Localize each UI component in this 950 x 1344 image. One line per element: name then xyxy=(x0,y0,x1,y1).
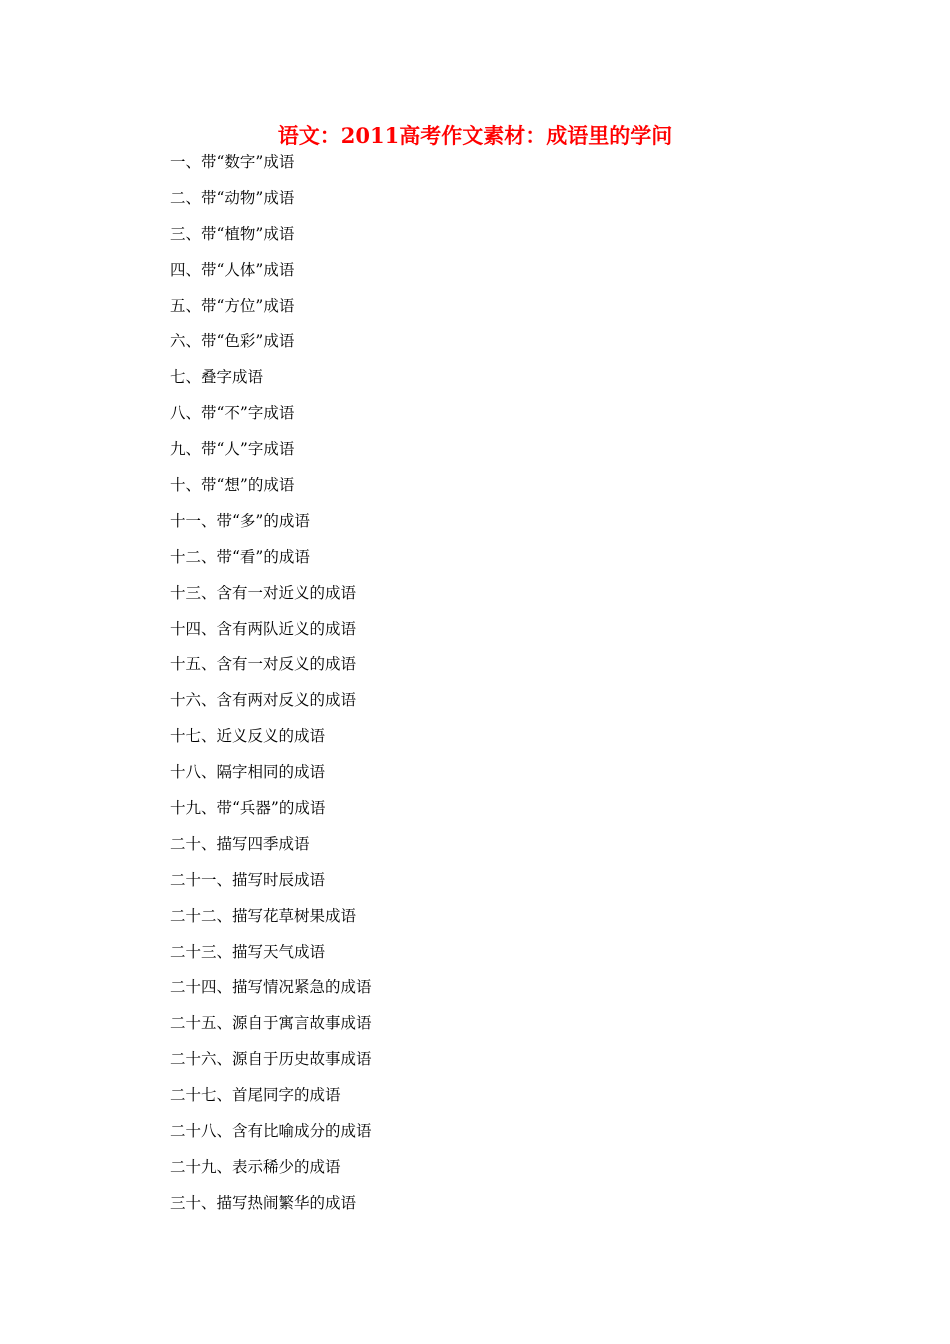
list-item: 三十、描写热闹繁华的成语 xyxy=(170,1193,357,1212)
list-item: 十四、含有两队近义的成语 xyxy=(170,619,357,638)
list-item: 六、带“色彩”成语 xyxy=(170,332,295,351)
list-item: 二十七、首尾同字的成语 xyxy=(170,1086,341,1105)
list-item: 二十、描写四季成语 xyxy=(170,834,310,853)
list-item: 十九、带“兵器”的成语 xyxy=(170,799,326,818)
document-title: 语文：2011高考作文素材：成语里的学问 xyxy=(277,123,673,148)
list-item: 九、带“人”字成语 xyxy=(170,440,295,459)
list-item: 十五、含有一对反义的成语 xyxy=(170,655,357,674)
list-item: 二十六、源自于历史故事成语 xyxy=(170,1050,372,1069)
category-list xyxy=(170,148,870,1225)
list-item: 二十八、含有比喻成分的成语 xyxy=(170,1122,372,1141)
list-item: 十一、带“多”的成语 xyxy=(170,511,310,530)
list-item: 十八、隔字相同的成语 xyxy=(170,763,326,782)
list-item: 二十四、描写情况紧急的成语 xyxy=(170,978,372,997)
list-item: 二十一、描写时辰成语 xyxy=(170,870,326,889)
list-item: 一、带“数字”成语 xyxy=(170,153,295,171)
list-item: 八、带“不”字成语 xyxy=(170,404,295,423)
list-item: 十六、含有两对反义的成语 xyxy=(170,691,357,710)
list-item: 二十三、描写天气成语 xyxy=(170,942,326,961)
list-item: 三、带“植物”成语 xyxy=(170,224,295,243)
list-item: 七、叠字成语 xyxy=(170,368,264,387)
list-item: 十七、近义反义的成语 xyxy=(170,727,326,746)
list-item: 五、带“方位”成语 xyxy=(170,296,295,315)
list-item: 二十九、表示稀少的成语 xyxy=(170,1157,341,1176)
list-item: 二十五、源自于寓言故事成语 xyxy=(170,1014,372,1033)
list-item: 十、带“想”的成语 xyxy=(170,476,295,495)
list-item: 二、带“动物”成语 xyxy=(170,188,295,207)
list-item: 十三、含有一对近义的成语 xyxy=(170,583,357,602)
list-item: 二十二、描写花草树果成语 xyxy=(170,906,357,925)
list-item: 四、带“人体”成语 xyxy=(170,260,295,279)
list-item: 十二、带“看”的成语 xyxy=(170,547,310,566)
